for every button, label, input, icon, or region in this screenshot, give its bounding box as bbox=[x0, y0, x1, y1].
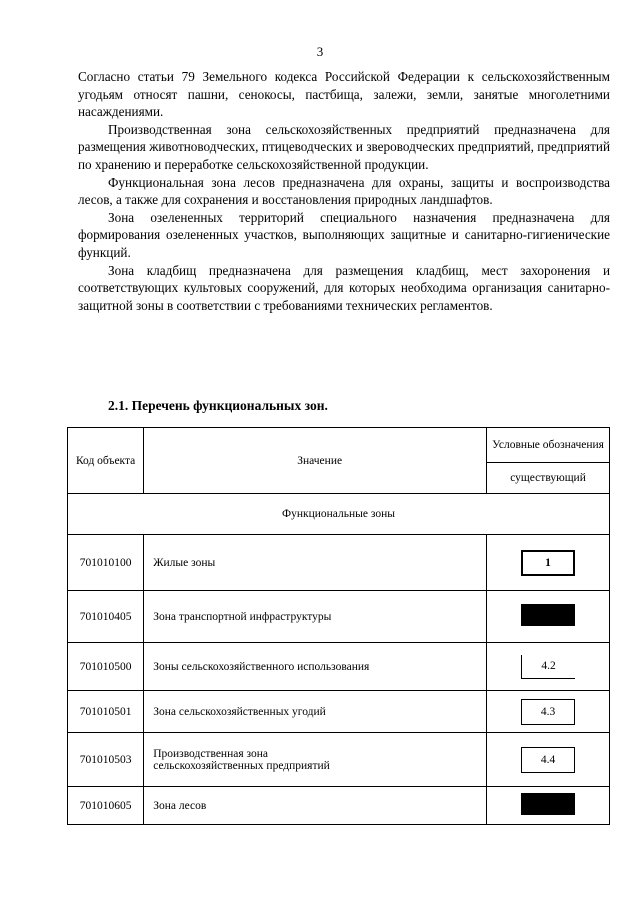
zone-symbol-cell bbox=[487, 787, 610, 825]
zone-symbol-cell bbox=[487, 643, 610, 691]
table-row bbox=[68, 691, 610, 733]
zone-code: 701010605 bbox=[68, 787, 144, 825]
table-row bbox=[68, 535, 610, 591]
body-text bbox=[78, 68, 610, 314]
zone-symbol-cell bbox=[487, 591, 610, 643]
table-row bbox=[68, 591, 610, 643]
zone-symbol: 4.2 bbox=[521, 655, 575, 679]
zone-code: 701010100 bbox=[68, 535, 144, 591]
paragraph-green-zone: Зона озелененных территорий специального назначения предназначена для формирования озелененных участков, выполняющих защитные и санитарно-гигиенические функций. bbox=[78, 209, 610, 260]
zone-symbol: 1 bbox=[521, 550, 575, 576]
zone-name: Зона сельскохозяйственных угодий bbox=[144, 691, 487, 733]
paragraph-production-zone: Производственная зона сельскохозяйственных предприятий предназначена для размещения животноводческих, птицеводческих и звероводческих предприятий, предприятий по хранению и переработке сельскохозяйственной продукции. bbox=[78, 121, 610, 172]
table-row bbox=[68, 643, 610, 691]
zone-code: 701010405 bbox=[68, 591, 144, 643]
zone-symbol: 4.3 bbox=[521, 699, 575, 725]
table-row bbox=[68, 733, 610, 787]
paragraph-forest-zone: Функциональная зона лесов предназначена для охраны, защиты и воспроизводства лесов, а также для сохранения и восстановления природных ландшафтов. bbox=[78, 174, 610, 208]
header-code: Код объекта bbox=[68, 428, 144, 494]
zone-symbol bbox=[521, 793, 575, 815]
zone-code: 701010503 bbox=[68, 733, 144, 787]
zone-name: Зона транспортной инфраструктуры bbox=[144, 591, 487, 643]
paragraph-cemetery-zone: Зона кладбищ предназначена для размещения кладбищ, мест захоронения и соответствующих культовых сооружений, для которых необходима организация санитарно-защитной зоны в соответствии с требованиями технических регламентов. bbox=[78, 262, 610, 313]
zone-code: 701010500 bbox=[68, 643, 144, 691]
zone-name: Производственная зона сельскохозяйственных предприятий bbox=[144, 733, 487, 787]
group-label: Функциональные зоны bbox=[68, 494, 610, 535]
zone-name: Зона лесов bbox=[144, 787, 487, 825]
zone-name: Зоны сельскохозяйственного использования bbox=[144, 643, 487, 691]
page-number: 3 bbox=[316, 44, 324, 59]
header-existing: существующий bbox=[487, 463, 610, 494]
zone-symbol: 4.4 bbox=[521, 747, 575, 773]
table-row bbox=[68, 787, 610, 825]
zone-name: Жилые зоны bbox=[144, 535, 487, 591]
section-title: 2.1. Перечень функциональных зон. bbox=[108, 398, 328, 413]
zone-symbol-cell bbox=[487, 535, 610, 591]
table-body bbox=[68, 535, 610, 825]
zone-symbol-cell bbox=[487, 733, 610, 787]
table-group-row bbox=[68, 494, 610, 535]
zone-symbol bbox=[521, 604, 575, 626]
functional-zones-table bbox=[67, 427, 610, 825]
paragraph-land-code: Согласно статьи 79 Земельного кодекса Российской Федерации к сельскохозяйственным угодьям относят пашни, сенокосы, пастбища, залежи, земли, занятые многолетними насаждениями. bbox=[78, 69, 610, 120]
header-symbols: Условные обозначения bbox=[487, 428, 610, 463]
header-name: Значение bbox=[144, 428, 487, 494]
zone-symbol-cell bbox=[487, 691, 610, 733]
table-header-row bbox=[68, 428, 610, 463]
zone-code: 701010501 bbox=[68, 691, 144, 733]
